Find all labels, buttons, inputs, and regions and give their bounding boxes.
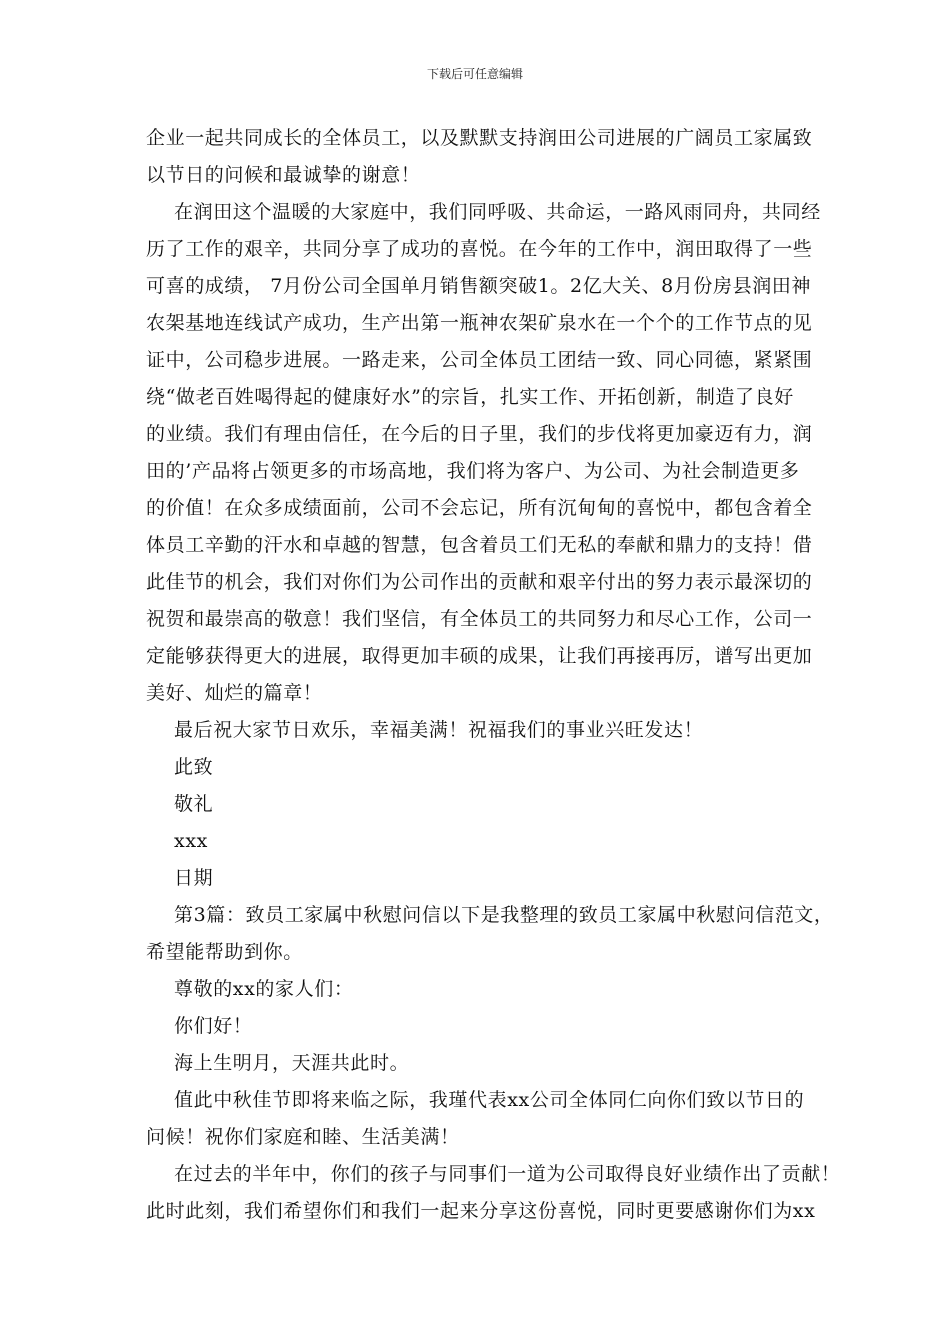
- text-line: 在过去的半年中，你们的孩子与同事们一道为公司取得良好业绩作出了贡献！: [174, 1163, 841, 1185]
- text-line: 海上生明月，天涯共此时。: [174, 1052, 410, 1074]
- text-line: 祝贺和最崇高的敬意！我们坚信，有全体员工的共同努力和尽心工作，公司一: [146, 608, 813, 630]
- text-line: 此致: [174, 756, 214, 778]
- text-line: 证中，公司稳步进展。一路走来，公司全体员工团结一致、同心同德，紧紧围: [146, 349, 813, 371]
- text-line: 此时此刻，我们希望你们和我们一起来分享这份喜悦，同时更要感谢你们为xx: [146, 1200, 816, 1222]
- page-header-note: 下载后可任意编辑: [426, 67, 523, 81]
- text-line: 尊敬的xx的家人们：: [174, 978, 354, 1000]
- text-line: 敬礼: [174, 793, 214, 815]
- text-line: 绕“做老百姓喝得起的健康好水”的宗旨，扎实工作、开拓创新，制造了良好: [146, 386, 794, 408]
- text-line: 的价值！在众多成绩面前，公司不会忘记，所有沉甸甸的喜悦中，都包含着全: [146, 497, 813, 519]
- text-line: 第3篇：致员工家属中秋慰问信以下是我整理的致员工家属中秋慰问信范文，: [174, 904, 834, 926]
- text-line: 值此中秋佳节即将来临之际，我瑾代表xx公司全体同仁向你们致以节日的: [174, 1089, 805, 1111]
- text-line: 最后祝大家节日欢乐，幸福美满！祝福我们的事业兴旺发达！: [174, 719, 704, 741]
- text-line: 体员工辛勤的汗水和卓越的智慧，包含着员工们无私的奉献和鼎力的支持！借: [146, 534, 813, 556]
- text-line: 在润田这个温暖的大家庭中，我们同呼吸、共命运，一路风雨同舟，共同经: [174, 201, 821, 223]
- text-line: 农架基地连线试产成功，生产出第一瓶神农架矿泉水在一个个的工作节点的见: [146, 312, 813, 334]
- document-body: [146, 120, 841, 1230]
- text-line: 定能够获得更大的进展，取得更加丰硕的成果，让我们再接再厉，谱写出更加: [146, 645, 813, 667]
- text-line: 历了工作的艰辛，共同分享了成功的喜悦。在今年的工作中，润田取得了一些: [146, 238, 813, 260]
- text-line: 此佳节的机会，我们对你们为公司作出的贡献和艰辛付出的努力表示最深切的: [146, 571, 813, 593]
- text-line: 企业一起共同成长的全体员工，以及默默支持润田公司进展的广阔员工家属致: [146, 127, 813, 149]
- text-line: xxx: [174, 830, 208, 852]
- text-line: 希望能帮助到你。: [146, 941, 303, 963]
- text-line: 你们好！: [174, 1015, 253, 1037]
- text-line: 日期: [174, 867, 214, 889]
- text-line: 的业绩。我们有理由信任，在今后的日子里，我们的步伐将更加豪迈有力，润: [146, 423, 813, 445]
- text-line: 可喜的成绩， 7月份公司全国单月销售额突破1。2亿大关、8月份房县润田神: [146, 275, 811, 297]
- text-line: 美好、灿烂的篇章！: [146, 682, 323, 704]
- text-line: 田的’产品将占领更多的市场高地，我们将为客户、为公司、为社会制造更多: [146, 460, 800, 482]
- text-line: 以节日的问候和最诚挚的谢意！: [146, 164, 421, 186]
- text-line: 问候！祝你们家庭和睦、生活美满！: [146, 1126, 460, 1148]
